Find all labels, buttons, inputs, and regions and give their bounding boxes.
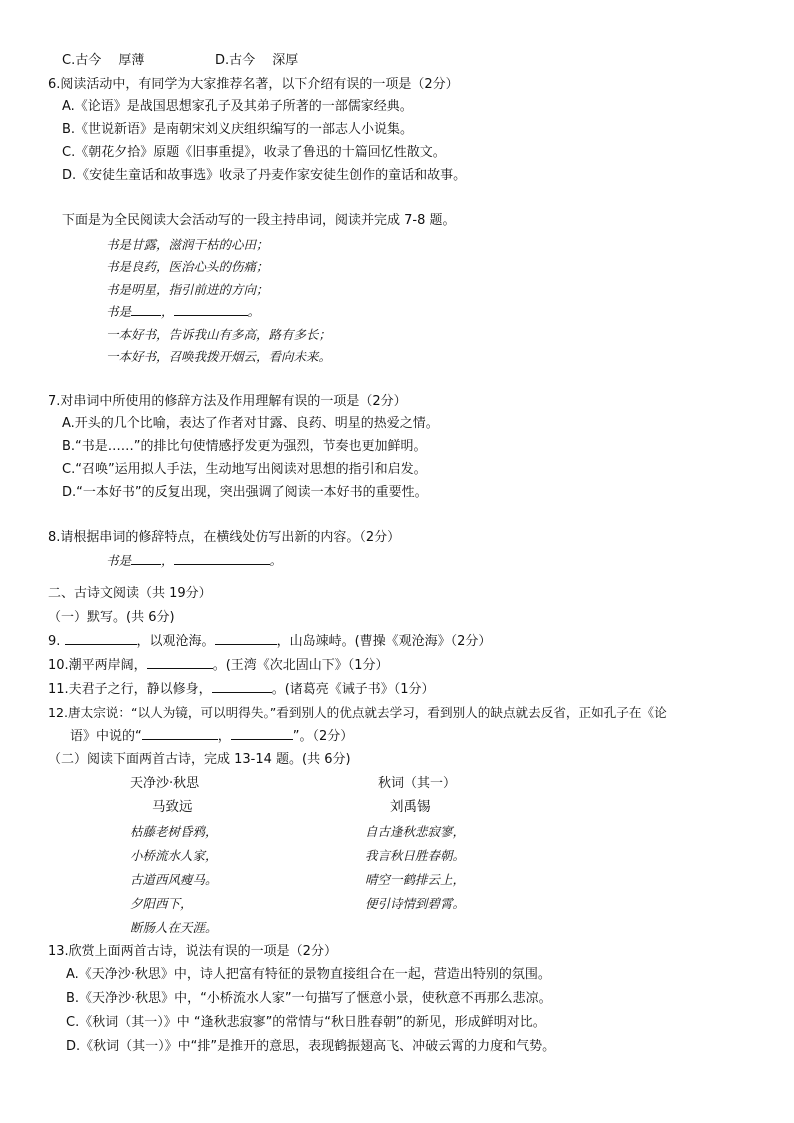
q7-option-a: A.开头的几个比喻，表达了作者对甘露、良药、明星的热爱之情。 [62, 416, 439, 431]
chuanci-line-4: 书是 ， 。 [106, 304, 261, 319]
q8-blank-2[interactable] [174, 552, 270, 565]
q8-answer-line: 书是 ， 。 [106, 553, 283, 568]
q8-stem: 8.请根据串词的修辞特点，在横线处仿写出新的内容。（2分） [48, 530, 401, 545]
q9-line [48, 632, 491, 651]
q7-option-d: D.“一本好书”的反复出现，突出强调了阅读一本好书的重要性。 [62, 485, 428, 500]
poem1-line-1: 枯藤老树昏鸦， [130, 824, 218, 839]
poem1-title: 天净沙·秋思 [130, 776, 200, 791]
q7-stem: 7.对串词中所使用的修辞方法及作用理解有误的一项是（2分） [48, 394, 407, 409]
q10-blank[interactable] [147, 656, 213, 669]
q11-blank[interactable] [212, 680, 272, 693]
q12-blank-1[interactable] [142, 727, 218, 740]
q5-option-d: D.古今 深厚 [215, 53, 299, 68]
reading-intro: 下面是为全民阅读大会活动写的一段主持串词，阅读并完成 7-8 题。 [62, 213, 456, 228]
q6-option-b: B.《世说新语》是南朝宋刘义庆组织编写的一部志人小说集。 [62, 122, 414, 137]
chuanci-line-1: 书是甘露，滋润干枯的心田； [106, 237, 269, 252]
q10-tail: 。(王湾《次北固山下》（1分） [212, 658, 389, 673]
q6-stem: 6.阅读活动中，有同学为大家推荐名著，以下介绍有误的一项是（2分） [48, 77, 459, 92]
q12-head: 语》中说的“ [70, 729, 142, 744]
q10-line [48, 656, 389, 675]
poem1-line-4: 夕阳西下， [130, 896, 193, 911]
q6-option-a: A.《论语》是战国思想家孔子及其弟子所著的一部儒家经典。 [62, 99, 413, 114]
q7-option-b: B.“书是……”的排比句使情感抒发更为强烈，节奏也更加鲜明。 [62, 439, 427, 454]
q8-prefix: 书是 [106, 553, 132, 568]
q13-option-d: D.《秋词（其一）》中“排”是推开的意思，表现鹤振翅高飞、冲破云霄的力度和气势。 [66, 1039, 556, 1054]
q6-option-d: D.《安徒生童话和故事选》收录了丹麦作家安徒生创作的童话和故事。 [62, 168, 467, 183]
q9-blank-1[interactable] [65, 632, 137, 645]
poem1-author: 马致远 [152, 799, 193, 815]
poem2-title: 秋词（其一） [378, 776, 457, 791]
poem2-author: 刘禹锡 [390, 799, 431, 815]
chuanci-line-6: 一本好书，召唤我拨开烟云，看向未来。 [106, 349, 332, 364]
chuanci-line-2: 书是良药，医治心头的伤痛； [106, 259, 269, 274]
chuanci-line-4-prefix: 书是 [106, 304, 132, 319]
poem1-line-3: 古道西风瘦马。 [130, 872, 218, 887]
q13-option-b: B.《天净沙·秋思》中，“小桥流水人家”一句描写了惬意小景，使秋意不再那么悲凉。 [66, 991, 552, 1006]
q12-tail: ”。（2分） [292, 729, 354, 744]
q12-blank-2[interactable] [231, 727, 293, 740]
q9-blank-2[interactable] [215, 632, 277, 645]
q11-head: 11.夫君子之行，静以修身， [48, 682, 212, 697]
q11-tail: 。(诸葛亮《诫子书》（1分） [271, 682, 435, 697]
q12-comma: ， [217, 729, 231, 744]
poem1-line-2: 小桥流水人家， [130, 848, 218, 863]
chuanci-blank-2[interactable] [174, 303, 248, 316]
poem2-line-1: 自古逢秋悲寂寥， [365, 824, 466, 839]
poem2-line-3: 晴空一鹤排云上， [365, 872, 466, 887]
chuanci-line-3: 书是明星，指引前进的方向； [106, 282, 269, 297]
chuanci-blank-1[interactable] [131, 303, 161, 316]
q9-tail: ，山岛竦峙。(曹操《观沧海》（2分） [276, 634, 492, 649]
q9-mid: ，以观沧海。 [136, 634, 215, 649]
chuanci-line-5: 一本好书，告诉我山有多高，路有多长； [106, 327, 332, 342]
q8-blank-1[interactable] [131, 552, 161, 565]
q6-option-c: C.《朝花夕拾》原题《旧事重提》，收录了鲁迅的十篇回忆性散文。 [62, 145, 446, 160]
poem1-line-5: 断肠人在天涯。 [130, 920, 218, 935]
q7-option-c: C.“召唤”运用拟人手法，生动地写出阅读对思想的指引和启发。 [62, 462, 427, 477]
q9-num: 9. [48, 634, 61, 649]
q13-option-c: C.《秋词（其一）》中 “逢秋悲寂寥”的常情与“秋日胜春朝”的新见，形成鲜明对比。 [66, 1015, 546, 1030]
poem2-line-2: 我言秋日胜春朝。 [365, 848, 466, 863]
section2-title: 二、古诗文阅读（共 19分） [48, 586, 212, 601]
poem2-line-4: 便引诗情到碧霄。 [365, 896, 466, 911]
q13-option-a: A.《天净沙·秋思》中，诗人把富有特征的景物直接组合在一起，营造出特别的氛围。 [66, 967, 551, 982]
q5-option-c: C.古今 厚薄 [62, 53, 145, 68]
section2-sub1: （一）默写。(共 6分) [48, 610, 175, 625]
q12-line2 [70, 727, 353, 746]
q13-stem: 13.欣赏上面两首古诗，说法有误的一项是（2分） [48, 944, 337, 959]
q12-line1: 12.唐太宗说：“以人为镜，可以明得失。”看到别人的优点就去学习，看到别人的缺点就去反省，正如孔子在《论 [48, 705, 667, 720]
section2-sub2: （二）阅读下面两首古诗，完成 13-14 题。(共 6分) [48, 752, 351, 767]
q10-head: 10.潮平两岸阔， [48, 658, 147, 673]
q11-line [48, 680, 435, 699]
